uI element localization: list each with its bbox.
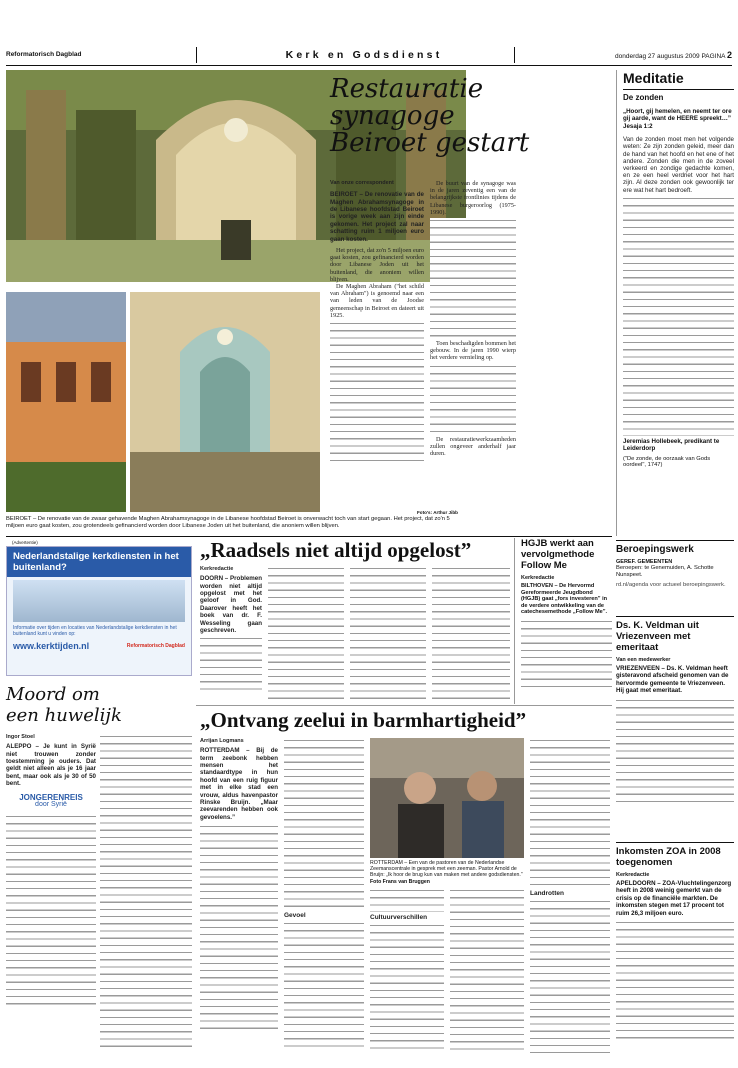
zeelui-photo-credit: Foto Frans van Bruggen xyxy=(370,878,430,885)
beroepingswerk-block xyxy=(616,540,734,588)
beroepingswerk-kicker: GEREF. GEMEENTEN xyxy=(616,559,673,565)
lead-body-col1 xyxy=(330,180,424,461)
kerktijden-ad[interactable] xyxy=(6,546,192,676)
ad-url[interactable]: www.kerktijden.nl xyxy=(13,641,90,651)
lead-body-text-block xyxy=(330,321,424,461)
zeelui-col5 xyxy=(530,738,610,1053)
date-text: donderdag 27 augustus 2009 xyxy=(615,52,700,60)
ad-title: Nederlandstalige kerkdiensten in het buitenland? xyxy=(7,547,191,577)
veldman-kicker: Van een medewerker xyxy=(616,657,671,663)
moord-headline xyxy=(6,684,192,726)
zeelui-text-block xyxy=(200,824,278,1034)
lead-body-col2 xyxy=(430,180,516,457)
zeelui-text-block xyxy=(530,738,610,888)
zeelui-caption-text: ROTTERDAM – Een van de pastoren van de Nederlandse Zeemanscentrale in gesprek met een zeeman. Pastor Arnold de Bruijn: „Ik hoor de brug kun van maken met andere godsdiensten.” xyxy=(370,860,523,879)
zeelui-subhead: Landrotten xyxy=(530,890,564,897)
zoa-text-block xyxy=(616,920,734,1040)
ad-tag: (Advertentie) xyxy=(12,540,38,545)
veldman-headline: Ds. K. Veldman uit Vriezenveen met emeritaat xyxy=(616,620,699,653)
zeelui-kicker: Arrijan Logmans xyxy=(200,738,244,744)
raadsels-kicker: Kerkredactie xyxy=(200,566,234,572)
raadsels-col3 xyxy=(350,566,426,702)
lead-intro: BEIROET – De renovatie van de Maghen Abrahamsynagoge in de Libanese hoofdstad Beiroet is vorige week aan zijn einde gekomen. Het project zal naar schatting ruim 1 miljoen euro gaan kosten. xyxy=(330,191,424,243)
zeelui-text-block xyxy=(370,888,444,912)
zeelui-headline: „Ontvang zeelui in barmhartigheid” xyxy=(200,708,527,732)
meditation-column xyxy=(616,70,734,536)
zeelui-text-block xyxy=(370,923,444,1053)
moord-text-block xyxy=(6,814,96,1010)
zeelui-photo-caption xyxy=(370,860,524,885)
meditation-note: ("De zonde, de oorzaak van Gods oordeel", 1747) xyxy=(623,455,711,469)
lead-paragraph: Het project, dat zo'n 5 miljoen euro gaat kosten, zou gefinancierd worden door Libanese Joden uit het buitenland, die anoniem willen blijven. xyxy=(330,247,424,283)
page-number: 2 xyxy=(726,49,732,60)
moord-col1 xyxy=(6,734,96,1010)
section-divider xyxy=(6,536,612,537)
zoa-headline: Inkomsten ZOA in 2008 toegenomen xyxy=(616,846,721,868)
zeelui-subhead: Gevoel xyxy=(284,912,306,919)
moord-kicker: Ingor Stoel xyxy=(6,734,35,740)
zoa-story xyxy=(616,842,734,1040)
raadsels-col2 xyxy=(268,566,344,702)
hgjb-kicker: Kerkredactie xyxy=(521,575,555,581)
zoa-lead: APELDOORN – ZOA-Vluchtelingenzorg heeft in 2008 weinig gemerkt van de crisis op de financiële markten. De inkomsten stegen met 17 procent tot ruim 26,3 miljoen euro. xyxy=(616,880,732,917)
zoa-kicker: Kerkredactie xyxy=(616,872,650,878)
headline-line: een huwelijk xyxy=(6,705,122,726)
zeelui-lead: ROTTERDAM – Bij de term zeebonk hebben mensen het standaardtype in hun hoofd van een ruig figuur met in elke stad een vrouw, aldus havenpastor Rinske Bruijn. „Maar zeevarenden hebben ook gevoelens.” xyxy=(200,747,278,821)
meditation-body: Van de zonden moet men het volgende weten: Ze zijn zonden geleid, meer dan de hand van het hoofd en het ene of het andere. Zonden die men in de zoveel verkeerd en zondige gedachte komen, en ze een heel verdriet voor het hart zijn. Al deze zonden ook gewoonlijk ter ere wat het hart bedroeft. xyxy=(623,136,734,194)
moord-col2 xyxy=(100,734,192,1050)
raadsels-col1 xyxy=(200,566,262,692)
headline-line: synagoge xyxy=(330,101,455,131)
zeelui-col4 xyxy=(450,888,524,1050)
synagogue-exterior-photo xyxy=(6,292,126,512)
veldman-text-block xyxy=(616,698,734,808)
jongerenreis-brand: JONGERENREIS xyxy=(19,792,83,802)
zeelui-text-block xyxy=(284,921,364,1051)
jongerenreis-logo xyxy=(6,794,96,808)
meditation-quote: „Hoort, gij hemelen, en neemt ter ore gij aarde, want de HEERE spreekt…” Jesaja 1:2 xyxy=(623,108,732,130)
zeelui-text-block xyxy=(530,899,610,1053)
meditation-author: Jeremias Hollebeek, predikant te Leiderdorp xyxy=(623,437,720,453)
headline-line: Restauratie xyxy=(330,74,484,104)
beroepingswerk-link[interactable]: rd.nl/agenda voor actueel beroepingswerk. xyxy=(616,581,726,588)
photo-credit: Foto's: Arthur Jibb xyxy=(417,510,458,515)
hgjb-lead: BILTHOVEN – De Hervormd Gereformeerde Jeugdbond (HGJB) gaat „fors investeren” in de verdere ontwikkeling van de catechesemethode „Follow Me”. xyxy=(521,583,608,616)
seaman-pastor-photo xyxy=(370,738,524,858)
ad-image xyxy=(13,580,185,622)
lead-photo-caption: BEIROET – De renovatie van de zwaar gehavende Maghen Abrahamsynagoge in de Libanese hoofdstad Beiroet is onverwacht toch van start gegaan. Het project, dat zo'n 5 miljoen euro gaat kosten, zou grotendeels gefinancierd worden door Libanese Joden uit het buitenland, die anoniem willen blijven. xyxy=(6,516,450,529)
meditation-subtitle: De zonden xyxy=(623,89,734,102)
lead-paragraph: De Maghen Abraham ("het schild van Abraham") is genoemd naar een van leden van de Joodse gemeenschap in Beiroet en dateert uit 1925. xyxy=(330,283,424,319)
raadsels-lead: DOORN – Problemen worden niet altijd opgelost met het geloof in God. Daarover heeft het boek van dr. F. Wesseling gaan geschreven. xyxy=(200,575,262,635)
masthead xyxy=(6,44,732,66)
headline-line: Beiroet gestart xyxy=(330,128,530,158)
jongerenreis-sub: door Syrië xyxy=(35,800,67,808)
zeelui-col3 xyxy=(370,888,444,1053)
masthead-divider xyxy=(514,47,515,63)
lead-headline xyxy=(330,74,530,158)
beroepingswerk-text: Beroepen: te Genemuiden, A. Schotte Nunspeet. xyxy=(616,565,714,578)
moord-lead: ALEPPO – Je kunt in Syrië niet trouwen zonder toestemming je ouders. Dat geldt niet alleen als je 16 jaar bent, maar ook als je 30 of 50 bent. xyxy=(6,743,96,788)
hgjb-headline: HGJB werkt aan vervolgmethode Follow Me xyxy=(521,538,595,571)
paper-name: Reformatorisch Dagblad xyxy=(6,51,82,58)
headline-line: Moord om xyxy=(6,684,100,705)
lead-paragraph: De restauratiewerkzaamheden zullen ongeveer anderhalf jaar duren. xyxy=(430,435,516,458)
raadsels-col4 xyxy=(432,566,510,702)
lead-body-text-block xyxy=(430,364,516,434)
veldman-lead: VRIEZENVEEN – Ds. K. Veldman heeft gisteravond afscheid genomen van de hervormde gemeente te Vriezenveen. Hij gaat met emeritaat. xyxy=(616,665,729,695)
zeelui-text-block xyxy=(284,738,364,910)
page-date xyxy=(532,50,732,60)
section-title: Kerk en Godsdienst xyxy=(285,48,443,61)
veldman-story xyxy=(616,616,734,808)
zeelui-col1 xyxy=(200,738,278,1034)
raadsels-headline: „Raadsels niet altijd opgelost” xyxy=(200,538,472,562)
masthead-divider xyxy=(196,47,197,63)
beroepingswerk-title: Beroepingswerk xyxy=(616,544,694,555)
lead-byline: Van onze correspondent xyxy=(330,180,394,186)
section-divider xyxy=(196,705,612,706)
lead-body-text-block xyxy=(430,218,516,338)
page-label: PAGINA xyxy=(701,52,726,60)
lead-paragraph: Toen beschadigden bommen het gebouw. In de jaren 1990 wierp het verdere vernieling op. xyxy=(430,340,516,362)
zeelui-col2 xyxy=(284,738,364,1051)
ad-info: Informatie over tijden en locaties van Nederlandstalige kerkdiensten in het buitenland kunt u vinden op: xyxy=(13,625,177,637)
raadsels-text-block xyxy=(200,636,262,692)
hgjb-text-block xyxy=(521,619,612,689)
meditation-text-block xyxy=(623,196,734,436)
lead-paragraph: De buurt van de synagoge was in de jaren zeventig een van de belangrijkste frontlinies tijdens de Libanese burgeroorlog (1975-1990). xyxy=(430,180,516,216)
meditation-title: Meditatie xyxy=(623,70,684,86)
hgjb-story xyxy=(514,538,612,704)
synagogue-window-photo xyxy=(130,292,320,512)
ad-brand: Reformatorisch Dagblad xyxy=(126,643,185,649)
zeelui-subhead: Cultuurverschillen xyxy=(370,914,428,921)
